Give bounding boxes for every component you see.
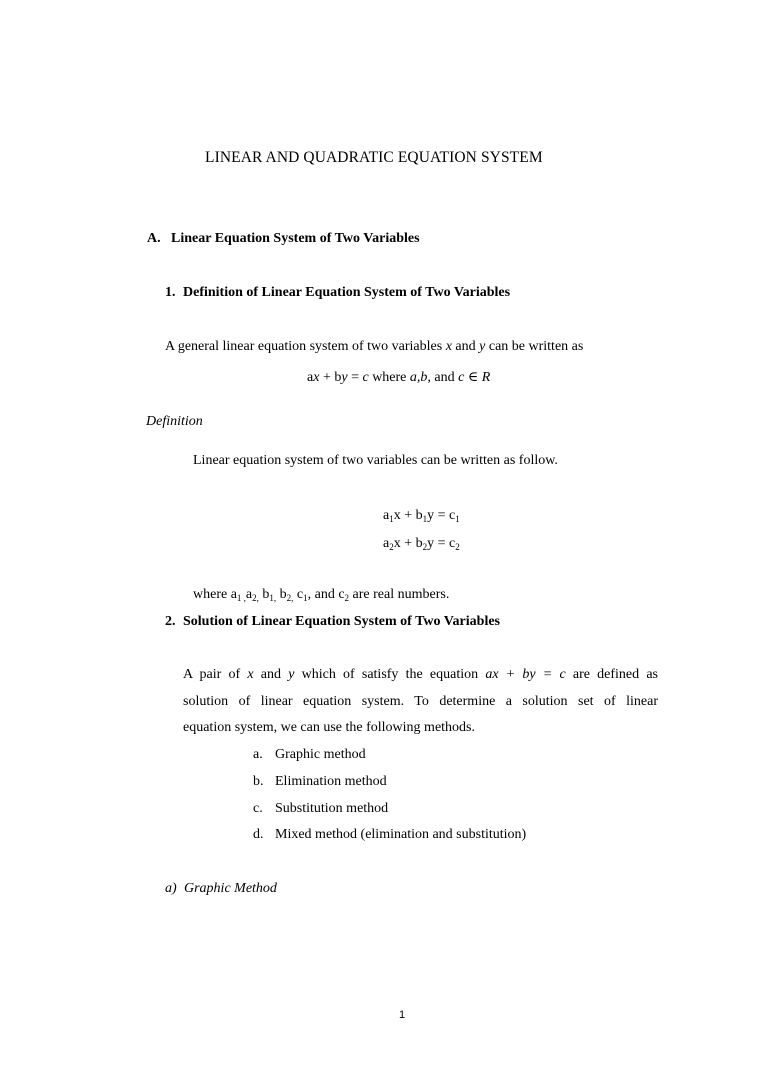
definition-text: Linear equation system of two variables can be written as follow.	[193, 453, 558, 468]
where-sub-4: 2,	[286, 593, 294, 603]
sol-var-y: y	[288, 667, 295, 682]
var-x: x	[445, 339, 452, 354]
formula-a: a	[307, 370, 314, 385]
formula-y: y	[341, 370, 348, 385]
eq2-x-plus-b: x + b	[393, 536, 423, 551]
formula-element-of: ∈	[464, 370, 482, 385]
sol-text-1: A pair of	[183, 667, 248, 682]
sol-text-3: which of satisfy the equation	[294, 667, 486, 682]
var-y: y	[479, 339, 486, 354]
subsection-2-label: 2.	[165, 614, 176, 629]
intro-text-3: can be written as	[485, 339, 584, 354]
where-b2: b	[276, 587, 287, 602]
where-b: b	[258, 587, 270, 602]
where-a: a	[245, 587, 253, 602]
where-sub-5: 1	[303, 593, 308, 603]
subsection-a-heading: Graphic Method	[184, 881, 277, 896]
method-item-b: Elimination method	[275, 774, 387, 789]
definition-label: Definition	[146, 414, 203, 429]
method-item-c-letter: c.	[253, 801, 263, 816]
intro-paragraph	[165, 340, 583, 354]
equation-1	[383, 509, 460, 523]
section-a-heading: Linear Equation System of Two Variables	[171, 231, 420, 246]
eq1-a: a	[383, 508, 390, 523]
equation-2	[383, 537, 460, 551]
eq2-a: a	[383, 536, 390, 551]
eq1-b-sub: 1	[422, 514, 428, 524]
eq2-y-eq-c: y = c	[427, 536, 456, 551]
intro-text-2: and	[451, 339, 480, 354]
where-rest: are real numbers.	[349, 587, 450, 602]
eq1-x-plus-b: x + b	[393, 508, 423, 523]
formula-and: and	[430, 370, 459, 385]
where-sub-3: 1,	[269, 593, 277, 603]
method-item-a-letter: a.	[253, 747, 263, 762]
method-item-d: Mixed method (elimination and substitution)	[275, 827, 527, 842]
where-sub-6: 2	[344, 593, 350, 603]
eq2-b-sub: 2	[422, 542, 428, 552]
eq1-y-eq-c: y = c	[427, 508, 456, 523]
general-formula	[307, 371, 490, 385]
formula-x: x	[313, 370, 320, 385]
where-and-c: , and c	[307, 587, 345, 602]
eq1-c-sub: 1	[455, 514, 460, 524]
where-sub-1: 1 ,	[236, 593, 246, 603]
sol-var-x: x	[247, 667, 254, 682]
subsection-2-heading: Solution of Linear Equation System of Two Variables	[183, 614, 501, 629]
page-number: 1	[399, 1009, 406, 1021]
sol-text-2: and	[253, 667, 289, 682]
where-sub-2: 2,	[252, 593, 259, 603]
formula-c: c	[362, 370, 369, 385]
method-item-c: Substitution method	[275, 801, 389, 816]
subsection-a-label: a)	[165, 881, 177, 896]
subsection-1-label: 1.	[165, 285, 176, 300]
intro-text-1: A general linear equation system of two variables	[165, 339, 446, 354]
solution-line-3: equation system, we can use the following methods.	[183, 720, 475, 735]
formula-abc: a,b,	[409, 370, 431, 385]
sol-equation: ax + by = c	[485, 667, 566, 682]
coefficients-note	[193, 588, 449, 602]
formula-c2: c	[458, 370, 465, 385]
eq1-a-sub: 1	[389, 514, 394, 524]
subsection-1-heading: Definition of Linear Equation System of Two Variables	[183, 285, 511, 300]
section-a-label: A.	[147, 231, 161, 246]
eq2-c-sub: 2	[455, 542, 460, 552]
eq2-a-sub: 2	[389, 542, 394, 552]
formula-where: where	[368, 370, 410, 385]
where-text: where a	[193, 587, 237, 602]
formula-plus-b: + b	[319, 370, 342, 385]
method-item-d-letter: d.	[253, 827, 264, 842]
page-title: LINEAR AND QUADRATIC EQUATION SYSTEM	[205, 149, 543, 166]
formula-eq: =	[347, 370, 363, 385]
sol-text-4: are defined as	[565, 667, 658, 682]
solution-line-1	[183, 668, 658, 682]
method-item-a: Graphic method	[275, 747, 366, 762]
where-c: c	[293, 587, 304, 602]
method-item-b-letter: b.	[253, 774, 264, 789]
formula-r: R	[481, 370, 491, 385]
solution-line-2: solution of linear equation system. To determine a solution set of linear	[183, 694, 658, 709]
